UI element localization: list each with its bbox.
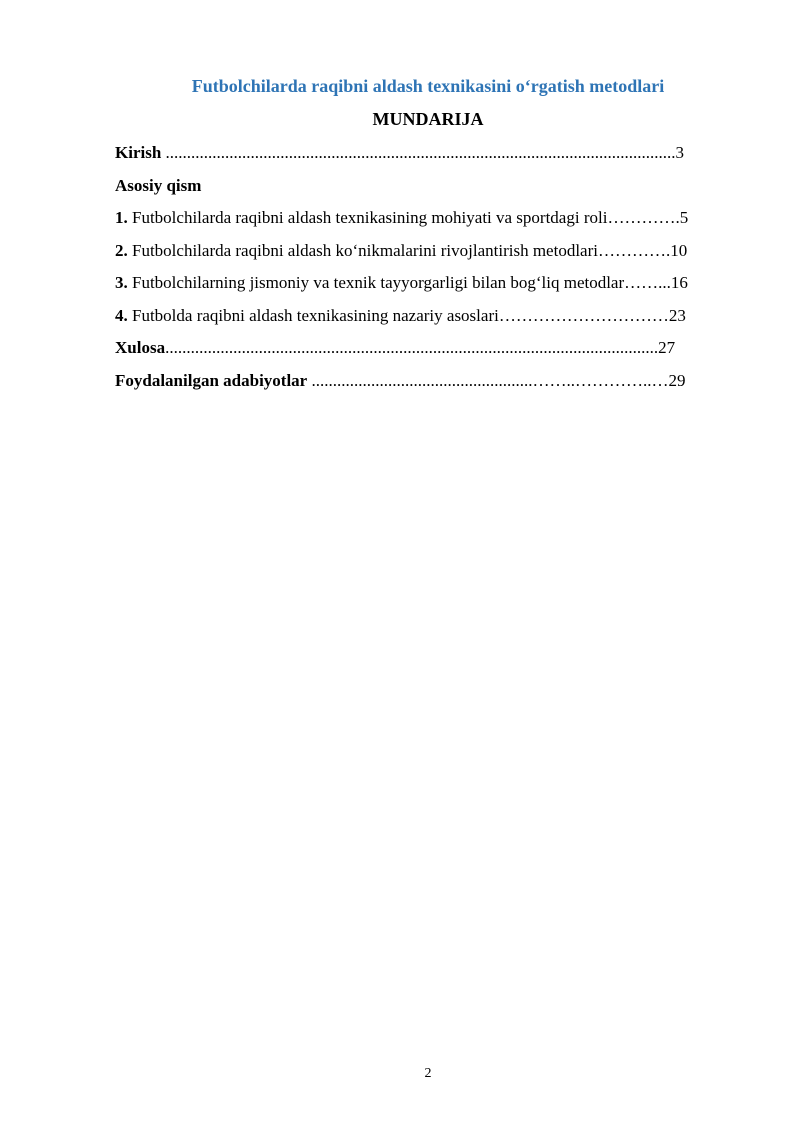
toc-entry-intro[interactable] bbox=[115, 141, 743, 174]
toc-leader: ……... bbox=[624, 273, 671, 292]
toc-entry-number: 2. bbox=[115, 240, 128, 260]
toc-entry-references[interactable] bbox=[115, 369, 743, 402]
toc-page-number: 16 bbox=[670, 273, 688, 292]
toc-entry-number: 3. bbox=[115, 273, 128, 292]
toc-entry-text: Futbolda raqibni aldash texnikasining nazariy asoslari bbox=[127, 305, 499, 325]
toc-entry-text: Futbolchilarning jismoniy va texnik tayyorgarligi bilan bog‘liq metodlar bbox=[127, 273, 625, 292]
toc-entry-label: Foydalanilgan adabiyotlar bbox=[115, 370, 308, 390]
toc-entry-number: 4. bbox=[115, 305, 128, 325]
toc-section-main-part bbox=[115, 174, 743, 207]
toc-leader: ........................................................................................................................ bbox=[161, 143, 676, 162]
toc-heading: MUNDARIJA bbox=[372, 109, 484, 129]
toc-entry-3[interactable] bbox=[115, 271, 743, 304]
toc-entry-2[interactable] bbox=[115, 239, 743, 272]
toc-entry-text: Futbolchilarda raqibni aldash texnikasining mohiyati va sportdagi roli bbox=[127, 208, 608, 227]
table-of-contents bbox=[115, 141, 743, 401]
toc-page-number: 29 bbox=[668, 370, 686, 390]
toc-page-number: 10 bbox=[670, 240, 688, 260]
toc-page-number: 23 bbox=[668, 305, 686, 325]
toc-entry-conclusion[interactable] bbox=[115, 336, 743, 369]
toc-page-number: 5 bbox=[679, 208, 689, 227]
toc-entry-text: Futbolchilarda raqibni aldash ko‘nikmalarini rivojlantirish metodlari bbox=[127, 240, 598, 260]
toc-entry-4[interactable] bbox=[115, 304, 743, 337]
toc-entry-number: 1. bbox=[115, 208, 128, 227]
toc-leader: …………. bbox=[607, 208, 680, 227]
toc-leader: .................................................................................................................... bbox=[165, 338, 659, 357]
page-number: 2 bbox=[424, 1066, 432, 1081]
toc-leader: ....................................................……..…………..… bbox=[307, 370, 669, 390]
toc-section-label: Asosiy qism bbox=[115, 175, 202, 195]
document-title: Futbolchilarda raqibni aldash texnikasini o‘rgatish metodlari bbox=[191, 76, 665, 96]
toc-entry-label: Xulosa bbox=[115, 338, 166, 357]
toc-entry-label: Kirish bbox=[115, 143, 162, 162]
toc-entry-1[interactable] bbox=[115, 206, 743, 239]
toc-page-number: 27 bbox=[658, 338, 676, 357]
toc-page-number: 3 bbox=[675, 143, 685, 162]
toc-leader: …………. bbox=[597, 240, 671, 260]
toc-leader: ………………………… bbox=[498, 305, 669, 325]
